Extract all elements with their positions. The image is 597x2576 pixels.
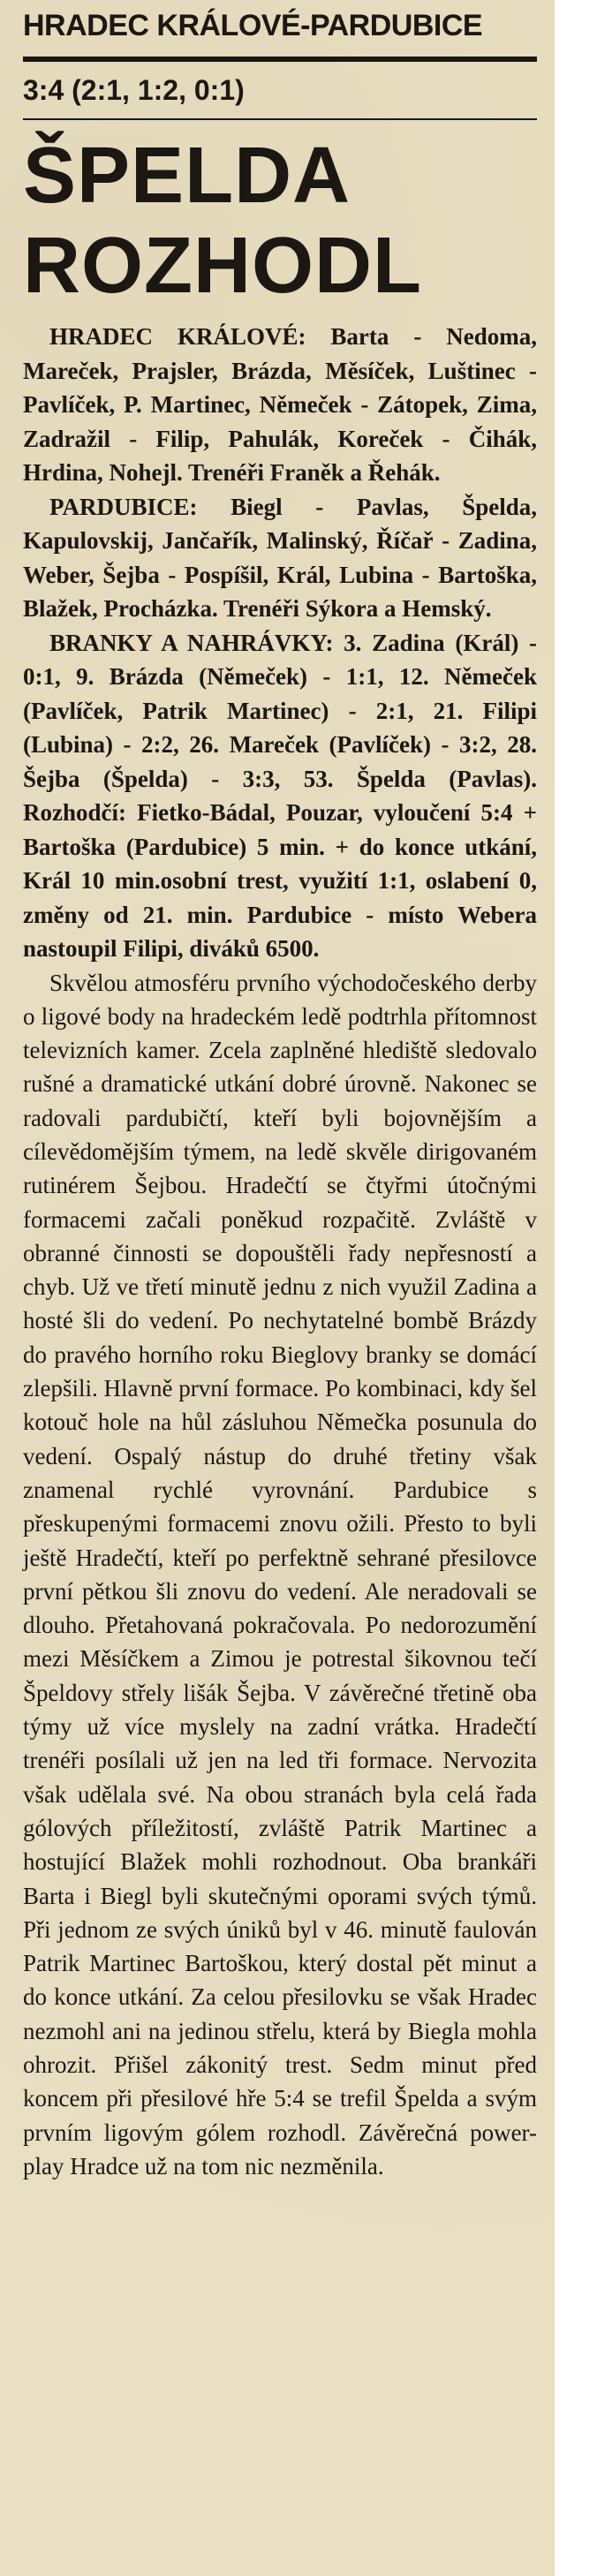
goals-summary: BRANKY A NAHRÁVKY: 3. Zadina (Král) - 0:1, 9. Brázda (Němeček) - 1:1, 12. Němeček (Pavlíček, Patrik Martinec) - 2:1, 21. Filipi (Lubina) - 2:2, 26. Mareček (Pavlíček) - 3:2, 28. Šejba (Špelda) - 3:3, 53. Špelda (Pavlas). Rozhodčí: Fietko-Bádal, Pouzar, vyloučení 5:4 + Bartoška (Pardubice) 5 min. + do konce utkání, Král 10 min.osobní trest, využití 1:1, oslabení 0, změny od 21. min. Pardubice - místo Webera nastoupil Filipi, diváků 6500. xyxy=(23,629,537,962)
headline-line-2: ROZHODL xyxy=(23,222,422,310)
page-margin xyxy=(555,0,597,2576)
kicker-heading: HRADEC KRÁLOVÉ-PARDUBICE xyxy=(23,9,483,42)
lineup-pardubice: PARDUBICE: Biegl - Pavlas, Špelda, Kapulovskij, Jančařík, Malinský, Říčař - Zadina, Weber, Šejba - Pospíšil, Král, Lubina - Bartoška, Blažek, Procházka. Trenéři Sýkora a Hemský. xyxy=(23,493,537,622)
score-rule xyxy=(23,118,537,120)
headline xyxy=(23,131,537,311)
article-body: Skvělou atmosféru prvního východočeského derby o ligové body na hradeckém ledě podtrhla přítomnost televizních kamer. Zcela zaplněné hlediště sledovalo rušné a dramatické utkání dobré úrovně. Nakonec se radovali pardubičtí, kteří byli bojovnějším a cílevědomějším týmem, na ledě skvěle dirigovaném rutinérem Šejbou. Hradečtí se čtyřmi útočnými formacemi začali poněkud rozpačitě. Zvláště v obranné činnosti se dopouštěli řady nepřesností a chyb. Už ve třetí minutě jednu z nich využil Zadina a hosté šli do vedení. Po nechytatelné bombě Brázdy do pravého horního roku Bieglovy branky se domácí zlepšili. Hlavně první formace. Po kombinaci, kdy šel kotouč hole na hůl zásluhou Němečka posunula do vedení. Ospalý nástup do druhé třetiny však znamenal rychlé vyrovnání. Pardubice s přeskupenými formacemi znovu ožili. Přesto to byli ještě Hradečtí, kteří po perfektně sehrané přesilovce první pětkou šli znovu do vedení. Ale neradovali se dlouho. Přetahovaná pokračovala. Po nedorozumění mezi Měsíčkem a Zimou je potrestal šikovnou tečí Špeldovy střely lišák Šejba. V závěrečné třetině oba týmy už více myslely na zadní vrátka. Hradečtí trenéři posílali už jen na led tři formace. Nervozita však udělala své. Na obou stranách byla celá řada gólových příležitostí, zvláště Patrik Martinec a hostující Blažek mohli rozhodnout. Oba brankáři Barta i Biegl byli skutečnými oporami svých týmů. Při jednom ze svých úniků byl v 46. minutě faulován Patrik Martinec Bartoškou, který dostal pět minut a do konce utkání. Za celou přesilovku se však Hradec nezmohl ani na jedinou střelu, která by Biegla mohla ohrozit. Přišel zákonitý trest. Sedm minut před koncem při přesilové hře 5:4 se trefil Špelda a svým prvním ligovým gólem rozhodl. Závěrečná power-play Hradce už na tom nic nezměnila. xyxy=(23,969,537,2179)
headline-line-1: ŠPELDA xyxy=(23,132,351,220)
match-score: 3:4 (2:1, 1:2, 0:1) xyxy=(23,74,245,106)
lineup-hradec: HRADEC KRÁLOVÉ: Barta - Nedoma, Mareček, Prajsler, Brázda, Měsíček, Luštinec - Pavlíček, P. Martinec, Němeček - Zátopek, Zima, Zadražil - Filip, Pahulák, Koreček - Čihák, Hrdina, Nohejl. Trenéři Franěk a Řehák. xyxy=(23,323,537,486)
heading-rule xyxy=(23,57,537,62)
